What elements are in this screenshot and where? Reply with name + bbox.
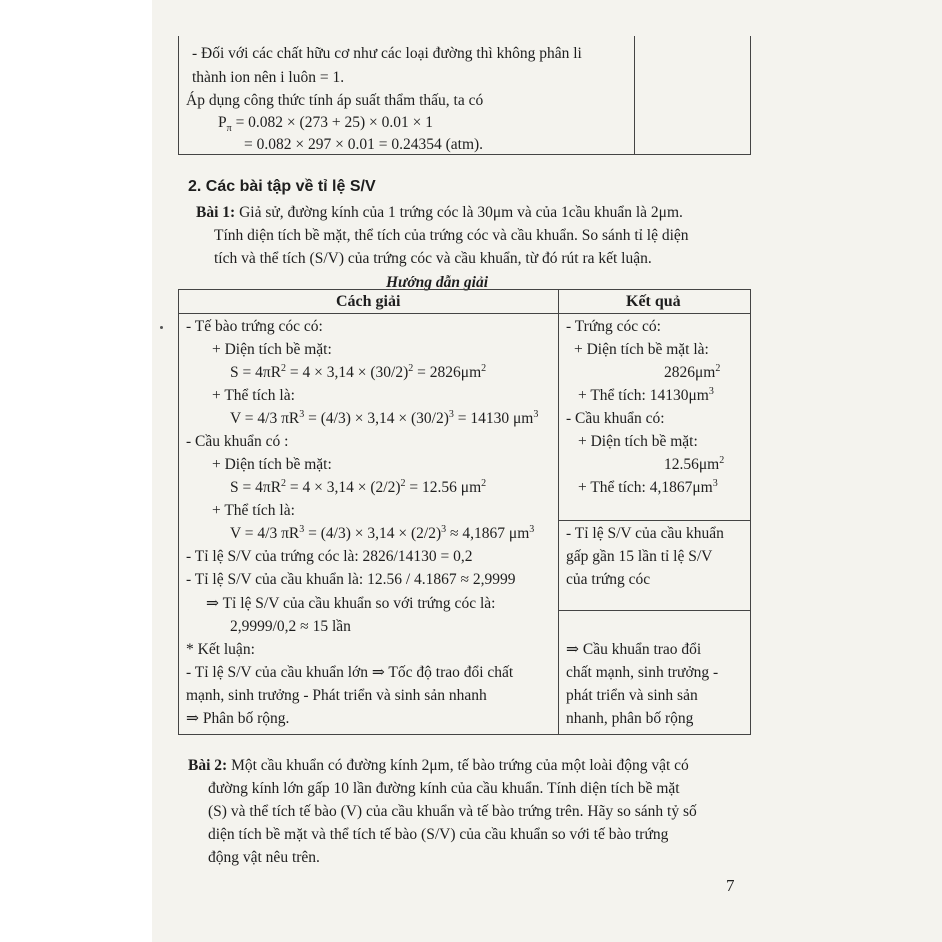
method-formula: V = 4/3 $\pi R^3 = (4/3) \times 3,14 \times (30/2)^3 = 14130$ $\mu m^3$ xyxy=(230,408,539,427)
method-line: 2,9999/0,2 ≈ 15 lần xyxy=(230,618,351,635)
top-table-divider xyxy=(634,36,635,154)
result-line: chất mạnh, sinh trưởng - xyxy=(566,664,719,681)
bai1-line: Bài 1: Giả sử, đường kính của 1 trứng cóc là 30μm và của 1cầu khuẩn là 2μm. xyxy=(196,204,683,221)
bai2-line: Bài 2: Một cầu khuẩn có đường kính 2μm, tế bào trứng của một loài động vật có xyxy=(188,757,689,774)
solution-table-header-rule xyxy=(178,313,750,314)
bai1-line: tích và thể tích (S/V) của trứng cóc và cầu khuẩn, từ đó rút ra kết luận. xyxy=(214,250,652,267)
result-line: - Cầu khuẩn có: xyxy=(566,410,665,427)
method-line: ⇒ Phân bố rộng. xyxy=(186,710,290,727)
bai1-line: Tính diện tích bề mặt, thể tích của trứng cóc và cầu khuẩn. So sánh tỉ lệ diện xyxy=(214,227,689,244)
result-line: của trứng cóc xyxy=(566,571,651,588)
result-line: ⇒ Cầu khuẩn trao đổi xyxy=(566,641,702,658)
method-line: + Thể tích là: xyxy=(212,502,295,519)
bai2-line: (S) và thể tích tế bào (V) của cầu khuẩn và tế bào trứng trên. Hãy so sánh tỷ số xyxy=(208,803,697,820)
guide-title: Hướng dẫn giải xyxy=(386,274,489,291)
section-title: 2. Các bài tập về tỉ lệ S/V xyxy=(188,178,376,195)
method-line: mạnh, sinh trưởng - Phát triển và sinh sản nhanh xyxy=(186,687,487,704)
osmotic-formula: $P_\pi = 0.082 \times (273 + 25) \times 0.01 \times 1$ xyxy=(218,114,433,135)
top-text-line: thành ion nên i luôn = 1. xyxy=(192,69,345,86)
method-line: ⇒ Tỉ lệ S/V của cầu khuẩn so với trứng cóc là: xyxy=(206,595,496,612)
result-line: $2826\mu m^2$ xyxy=(664,362,721,381)
method-formula: $S = 4\pi R^2 = 4 \times 3,14 \times (2/2)^2 = 12.56$ $\mu m^2$ xyxy=(230,477,487,496)
method-line: + Diện tích bề mặt: xyxy=(212,341,332,358)
method-formula: V = 4/3 $\pi R^3 = (4/3) \times 3,14 \times (2/2)^3 \approx 4,1867$ $\mu m^3$ xyxy=(230,523,535,542)
column-header-method: Cách giải xyxy=(336,293,401,310)
method-formula: $S = 4\pi R^2 = 4 \times 3,14 \times (30/2)^2 = 2826\mu m^2$ xyxy=(230,362,487,381)
result-line: - Trứng cóc có: xyxy=(566,318,661,335)
method-line: - Tỉ lệ S/V của trứng cóc là: 2826/14130 = 0,2 xyxy=(186,548,473,565)
bai2-line: động vật nêu trên. xyxy=(208,849,320,866)
result-line: nhanh, phân bố rộng xyxy=(566,710,694,727)
top-text-line: - Đối với các chất hữu cơ như các loại đường thì không phân li xyxy=(192,45,582,62)
result-line: + Diện tích bề mặt là: xyxy=(574,341,709,358)
method-line: * Kết luận: xyxy=(186,641,255,658)
result-line: + Diện tích bề mặt: xyxy=(578,433,698,450)
solution-table-row-rule xyxy=(558,610,750,611)
page-number: 7 xyxy=(726,876,735,895)
result-line: + Thể tích: $14130\mu m^3$ xyxy=(578,385,714,404)
result-line: gấp gần 15 lần tỉ lệ S/V xyxy=(566,548,713,565)
method-line: - Tỉ lệ S/V của cầu khuẩn là: 12.56 / 4.1867 ≈ 2,9999 xyxy=(186,571,516,588)
solution-table-row-rule xyxy=(558,520,750,521)
column-header-result: Kết quả xyxy=(626,293,681,310)
osmotic-result: = 0.082 × 297 × 0.01 = 0.24354 (atm). xyxy=(244,136,484,153)
method-line: - Tế bào trứng cóc có: xyxy=(186,318,323,335)
method-line: + Diện tích bề mặt: xyxy=(212,456,332,473)
result-line: $12.56\mu m^2$ xyxy=(664,454,725,473)
top-text-line: Áp dụng công thức tính áp suất thẩm thấu, ta có xyxy=(186,92,484,109)
method-line: + Thể tích là: xyxy=(212,387,295,404)
result-line: + Thể tích: $4,1867\mu m^3$ xyxy=(578,477,718,496)
solution-table-divider xyxy=(558,289,559,734)
bai2-line: diện tích bề mặt và thể tích tế bào (S/V) của cầu khuẩn so với tế bào trứng xyxy=(208,826,669,843)
result-line: phát triển và sinh sản xyxy=(566,687,698,704)
scan-speck xyxy=(160,326,163,329)
method-line: - Cầu khuẩn có : xyxy=(186,433,289,450)
bai2-line: đường kính lớn gấp 10 lần đường kính của cầu khuẩn. Tính diện tích bề mặt xyxy=(208,780,680,797)
result-line: - Tỉ lệ S/V của cầu khuẩn xyxy=(566,525,724,542)
method-line: - Tỉ lệ S/V của cầu khuẩn lớn ⇒ Tốc độ trao đổi chất xyxy=(186,664,514,681)
